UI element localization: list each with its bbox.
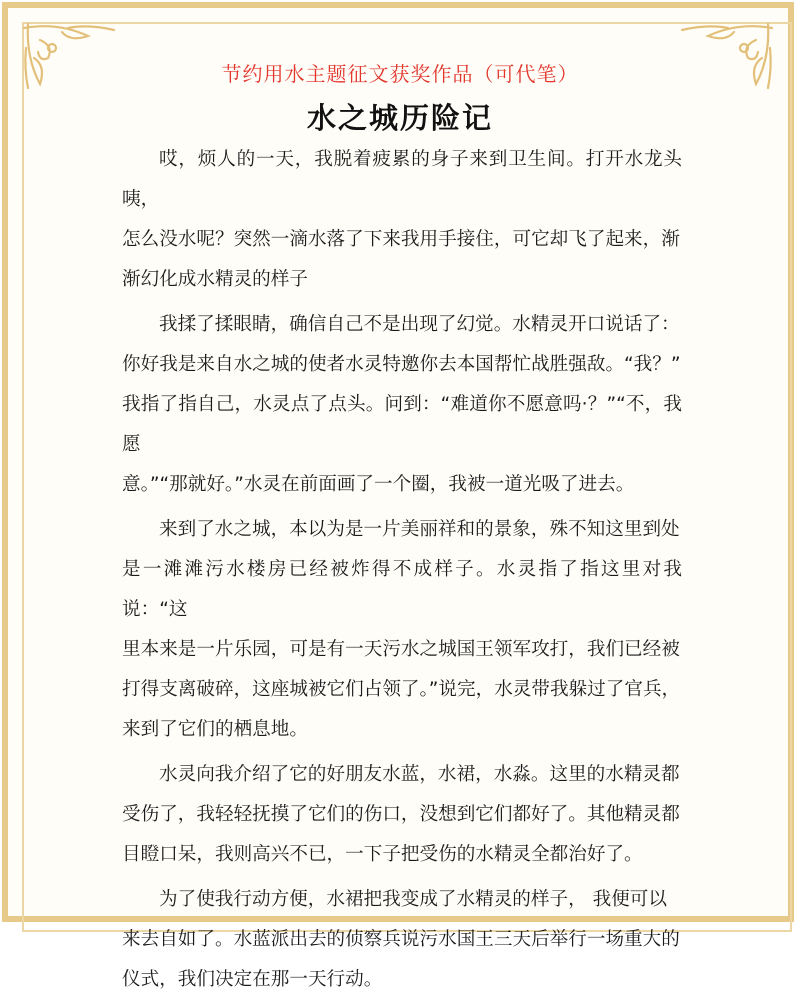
essay-body: [122, 140, 682, 1005]
text-line: 来到了它们的栖息地。: [122, 719, 308, 740]
text-line: 我指了指自己，水灵点了点头。问到：“难道你不愿意吗·？”“不，我愿: [122, 394, 682, 455]
text-line: 目瞪口呆，我则高兴不已，一下子把受伤的水精灵全都治好了。: [122, 844, 643, 865]
document-title: 水之城历险记: [306, 101, 493, 135]
text-line: 怎么没水呢？突然一滴水落了下来我用手接住，可它却飞了起来，渐: [122, 229, 680, 250]
text-line: 里本来是一片乐园，可是有一天污水之城国王领军攻打，我们已经被: [122, 639, 680, 660]
paragraph: [122, 880, 682, 1000]
document-subtitle: 节约用水主题征文获奖作品（可代笔）: [221, 62, 579, 86]
text-line: 我揉了揉眼睛，确信自己不是出现了幻觉。水精灵开口说话了：: [159, 314, 680, 335]
text-line: 是一滩滩污水楼房已经被炸得不成样子。水灵指了指这里对我说：“这: [122, 559, 682, 620]
text-line: 来去自如了。水蓝派出去的侦察兵说污水国王三天后举行一场重大的: [122, 929, 680, 950]
text-line: 水灵向我介绍了它的好朋友水蓝，水裙，水淼。这里的水精灵都: [159, 764, 680, 785]
text-line: 哎，烦人的一天，我脱着疲累的身子来到卫生间。打开水龙头咦，: [122, 149, 682, 210]
text-line: 打得支离破碎，这座城被它们占领了。”说完，水灵带我躲过了官兵，: [122, 679, 681, 700]
text-line: 意。”“那就好。”水灵在前面画了一个圈，我被一道光吸了进去。: [122, 474, 635, 495]
text-line: 受伤了，我轻轻抚摸了它们的伤口，没想到它们都好了。其他精灵都: [122, 804, 680, 825]
text-line: 渐幻化成水精灵的样子: [122, 269, 308, 290]
paragraph: [122, 140, 682, 300]
paragraph: [122, 755, 682, 875]
text-line: 仪式，我们决定在那一天行动。: [122, 969, 383, 990]
paragraph: [122, 305, 682, 505]
text-line: 为了使我行动方便，水裙把我变成了水精灵的样子， 我便可以: [159, 889, 667, 910]
paragraph: [122, 510, 682, 750]
text-line: 你好我是来自水之城的使者水灵特邀你去本国帮忙战胜强敌。“我？”: [122, 354, 681, 375]
text-line: 来到了水之城，本以为是一片美丽祥和的景象，殊不知这里到处: [159, 519, 680, 540]
